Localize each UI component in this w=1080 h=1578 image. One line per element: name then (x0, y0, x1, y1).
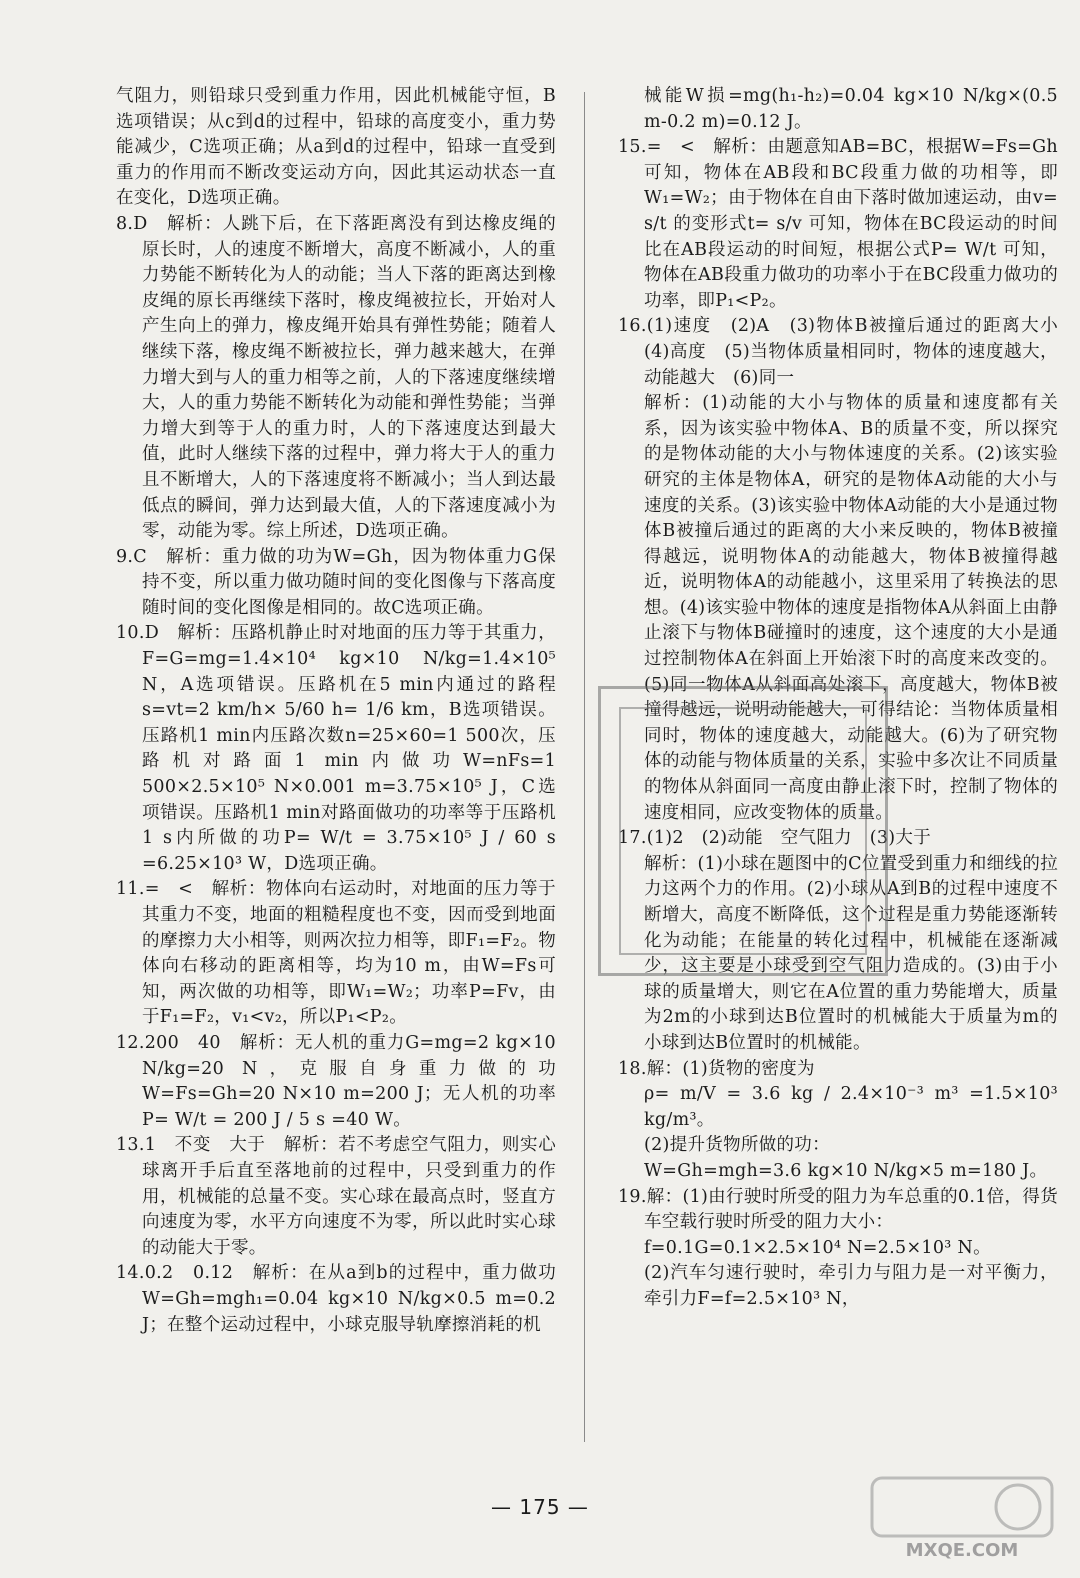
answer-18-density: ρ= m/V = 3.6 kg / 2.4×10⁻³ m³ =1.5×10³ kg/m³。 (644, 1084, 1058, 1130)
answer-16: 16.(1)速度 (2)A (3)物体B被撞后通过的距离大小 (4)高度 (5)当物体质量相同时，物体的速度越大，动能越大 (6)同一 (618, 316, 1076, 388)
answer-17-explanation: 解析：(1)小球在题图中的C位置受到重力和细线的拉力这两个力的作用。(2)小球从A到B的过程中速度不断增大，高度不断降低，这个过程是重力势能逐渐转化为动能；在能量的转化过程中，机械能在逐渐减少，这主要是小球受到空气阻力造成的。(3)由于小球的质量增大，则它在A位置的重力势能增大，质量为2m的小球到达B位置时的机械能大于质量为m的小球到达B位置时的机械能。 (644, 853, 1058, 1053)
watermark-text: MXQE.COM (905, 1540, 1019, 1561)
answer-18: 18.解：(1)货物的密度为 (618, 1058, 815, 1079)
page-number: — 175 — (491, 1495, 589, 1519)
answer-7-continued: 气阻力，则铅球只受到重力作用，因此机械能守恒，B选项错误；从c到d的过程中，铅球的高度变小，重力势能减少，C选项正确；从a到d的过程中，铅球一直受到重力的作用而不断改变运动方向，因此其运动状态一直在变化，D选项正确。 (116, 86, 556, 209)
stamp-inner-border (619, 707, 867, 955)
answer-12: 12.200 40 解析：无人机的重力G=mg=2 kg×10 N/kg=20 N，克服自身重力做的功W=Fs=Gh=20 N×10 m=200 J；无人机的功率P= W/t = 200 J / 5 s =40 W。 (116, 1032, 556, 1130)
answer-10: 10.D 解析：压路机静止时对地面的压力等于其重力，F=G=mg=1.4×10⁴ kg×10 N/kg=1.4×10⁵ N，A选项错误。压路机在5 min内通过的路程s=vt=2 km/h× 5/60 h= 1/6 km，B选项错误。压路机1 min内压路次数n=25×60=1 500次，压路机对路面1 min内做功W=nFs=1 500×2.5×10⁵ N×0.001 m=3.75×10⁵ J，C选项错误。压路机1 min对路面做功的功率等于压路机1 s内所做的功P= W/t = 3.75×10⁵ J / 60 s =6.25×10³ W，D选项正确。 (116, 623, 556, 874)
answer-14: 14.0.2 0.12 解析：在从a到b的过程中，重力做功W=Gh=mgh₁=0.04 kg×10 N/kg×0.5 m=0.2 J；在整个运动过程中，小球克服导轨摩擦消耗的机 (116, 1263, 556, 1335)
watermark-logo-graphic (868, 1472, 1056, 1564)
answer-13: 13.1 不变 大于 解析：若不考虑空气阻力，则实心球离开手后直至落地前的过程中，只受到重力的作用，机械能的总量不变。实心球在最高点时，竖直方向速度为零，水平方向速度不为零，所以此时实心球的动能大于零。 (116, 1135, 556, 1258)
column-divider (584, 92, 585, 1442)
watermark-logo (868, 1472, 1056, 1564)
answer-9: 9.C 解析：重力做的功为W=Gh，因为物体重力G保持不变，所以重力做功随时间的变化图像与下落高度随时间的变化图像是相同的。故C选项正确。 (116, 546, 556, 618)
answer-14-continued: 械能W损=mg(h₁-h₂)=0.04 kg×10 N/kg×(0.5 m-0.2 m)=0.12 J。 (644, 86, 1058, 132)
answer-8: 8.D 解析：人跳下后，在下落距离没有到达橡皮绳的原长时，人的速度不断增大，高度不断减小，人的重力势能不断转化为人的动能；当人下落的距离达到橡皮绳的原长再继续下落时，橡皮绳被拉长，开始对人产生向上的弹力，橡皮绳开始具有弹性势能；随着人继续下落，橡皮绳不断被拉长，弹力越来越大，在弹力增大到与人的重力相等之前，人的下落速度继续增大，人的重力势能不断转化为动能和弹性势能；当弹力增大到等于人的重力时，人的下落速度达到最大值，此时人继续下落的过程中，弹力将大于人的重力且不断增大，人的下落速度将不断减小；当人到达最低点的瞬间，弹力达到最大值，人的下落速度减小为零，动能为零。综上所述，D选项正确。 (116, 213, 556, 542)
left-column (116, 84, 556, 1338)
answer-15: 15.= < 解析：由题意知AB=BC，根据W=Fs=Gh可知，物体在AB段和BC段重力做的功相等，即W₁=W₂；由于物体在自由下落时做加速运动，由v= s/t 的变形式t= s/v 可知，物体在BC段运动的时间比在AB段运动的时间短，根据公式P= W/t 可知，物体在AB段重力做功的功率小于在BC段重力做功的功率，即P₁<P₂。 (618, 137, 1058, 311)
answer-18-work-label: (2)提升货物所做的功： (644, 1135, 830, 1156)
answer-19-traction: (2)汽车匀速行驶时，牵引力与阻力是一对平衡力，牵引力F=f=2.5×10³ N， (644, 1263, 1058, 1309)
stamp-overlay (598, 686, 888, 976)
answer-17: 17.(1)2 (2)动能 空气阻力 (3)大于 (618, 828, 932, 849)
answer-18-work: W=Gh=mgh=3.6 kg×10 N/kg×5 m=180 J。 (644, 1160, 1048, 1181)
answer-19: 19.解：(1)由行驶时所受的阻力为车总重的0.1倍，得货车空载行驶时所受的阻力大小： (618, 1186, 1058, 1233)
answer-16-explanation: 解析：(1)动能的大小与物体的质量和速度都有关系，因为该实验中物体A、B的质量不变，所以探究的是物体动能的大小与物体速度的关系。(2)该实验研究的主体是物体A，研究的是物体A动能的大小与速度的关系。(3)该实验中物体A动能的大小是通过物体B被撞后通过的距离的大小来反映的，物体B被撞得越远，说明物体A的动能越大，物体B被撞得越近，说明物体A的动能越小，这里采用了转换法的思想。(4)该实验中物体的速度是指物体A从斜面上由静止滚下与物体B碰撞时的速度，这个速度的大小是通过控制物体A在斜面上开始滚下时的高度来改变的。(5)同一物体A从斜面高处滚下，高度越大，物体B被撞得越远，说明动能越大，可得结论：当物体质量相同时，物体的速度越大，动能越大。(6)为了研究物体的动能与物体质量的关系，实验中多次让不同质量的物体从斜面同一高度由静止滚下时，控制了物体的速度相同，应改变物体的质量。 (644, 393, 1058, 823)
answer-11: 11.= < 解析：物体向右运动时，对地面的压力等于其重力不变，地面的粗糙程度也不变，因而受到地面的摩擦力大小相等，则两次拉力相等，即F₁=F₂。物体向右移动的距离相等，均为10 m，由W=Fs可知，两次做的功相等，即W₁=W₂；功率P=Fv，由于F₁=F₂，v₁<v₂，所以P₁<P₂。 (116, 879, 556, 1028)
answer-19-friction: f=0.1G=0.1×2.5×10⁴ N=2.5×10³ N。 (644, 1237, 991, 1258)
